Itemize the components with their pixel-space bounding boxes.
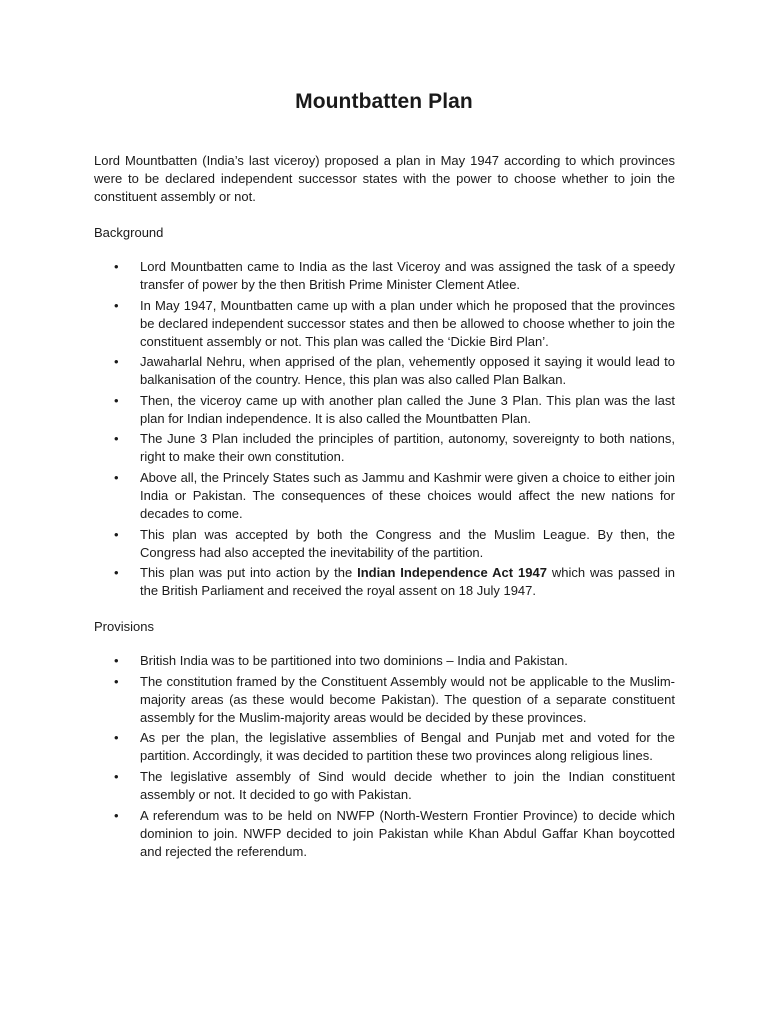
list-item: • This plan was accepted by both the Congress and the Muslim League. By then, the Congress had also accepted the inevitability of the partition.	[94, 526, 675, 562]
page-title: Mountbatten Plan	[295, 90, 473, 113]
list-item: • As per the plan, the legislative assemblies of Bengal and Punjab met and voted for the partition. Accordingly, it was decided to partition these two provinces along religious lines.	[94, 729, 675, 765]
document-body	[94, 152, 675, 879]
list-item: • The constitution framed by the Constituent Assembly would not be applicable to the Muslim-majority areas (as these would become Pakistan). The question of a separate constituent assembly for the Muslim-majority areas would be decided by these provinces.	[94, 673, 675, 727]
list-item: • The legislative assembly of Sind would decide whether to join the Indian constituent assembly or not. It decided to go with Pakistan.	[94, 768, 675, 804]
background-heading: Background	[94, 225, 164, 240]
list-item-text: which was passed in the British Parliament and received the royal assent on 18 July 1947.	[140, 565, 675, 599]
list-item: • British India was to be partitioned into two dominions – India and Pakistan.	[94, 652, 675, 670]
provisions-list	[94, 652, 675, 860]
list-item	[94, 564, 675, 600]
list-item: • A referendum was to be held on NWFP (North-Western Frontier Province) to decide which dominion to join. NWFP decided to join Pakistan while Khan Abdul Gaffar Khan boycotted and rejected the referendum.	[94, 807, 675, 861]
list-item: • Lord Mountbatten came to India as the last Viceroy and was assigned the task of a speedy transfer of power by the then British Prime Minister Clement Atlee.	[94, 258, 675, 294]
list-item: • Jawaharlal Nehru, when apprised of the plan, vehemently opposed it saying it would lead to balkanisation of the country. Hence, this plan was also called Plan Balkan.	[94, 353, 675, 389]
provisions-heading: Provisions	[94, 619, 154, 635]
act-name: Indian Independence Act 1947	[357, 565, 547, 581]
background-list	[94, 258, 675, 600]
list-item: • Then, the viceroy came up with another plan called the June 3 Plan. This plan was the last plan for Indian independence. It is also called the Mountbatten Plan.	[94, 392, 675, 428]
list-item-text: This plan was put into action by the	[140, 565, 358, 581]
list-item: • The June 3 Plan included the principles of partition, autonomy, sovereignty to both nations, right to make their own constitution.	[94, 430, 675, 466]
intro-paragraph: Lord Mountbatten (India’s last viceroy) proposed a plan in May 1947 according to which provinces were to be declared independent successor states with the power to choose whether to join the constituent assembly or not.	[94, 153, 675, 204]
list-item: • In May 1947, Mountbatten came up with a plan under which he proposed that the provinces be declared independent successor states and then be allowed to choose whether to join the constituent assembly or not. This plan was called the ‘Dickie Bird Plan’.	[94, 297, 675, 351]
list-item: • Above all, the Princely States such as Jammu and Kashmir were given a choice to either join India or Pakistan. The consequences of these choices would affect the new nations for decades to come.	[94, 469, 675, 523]
